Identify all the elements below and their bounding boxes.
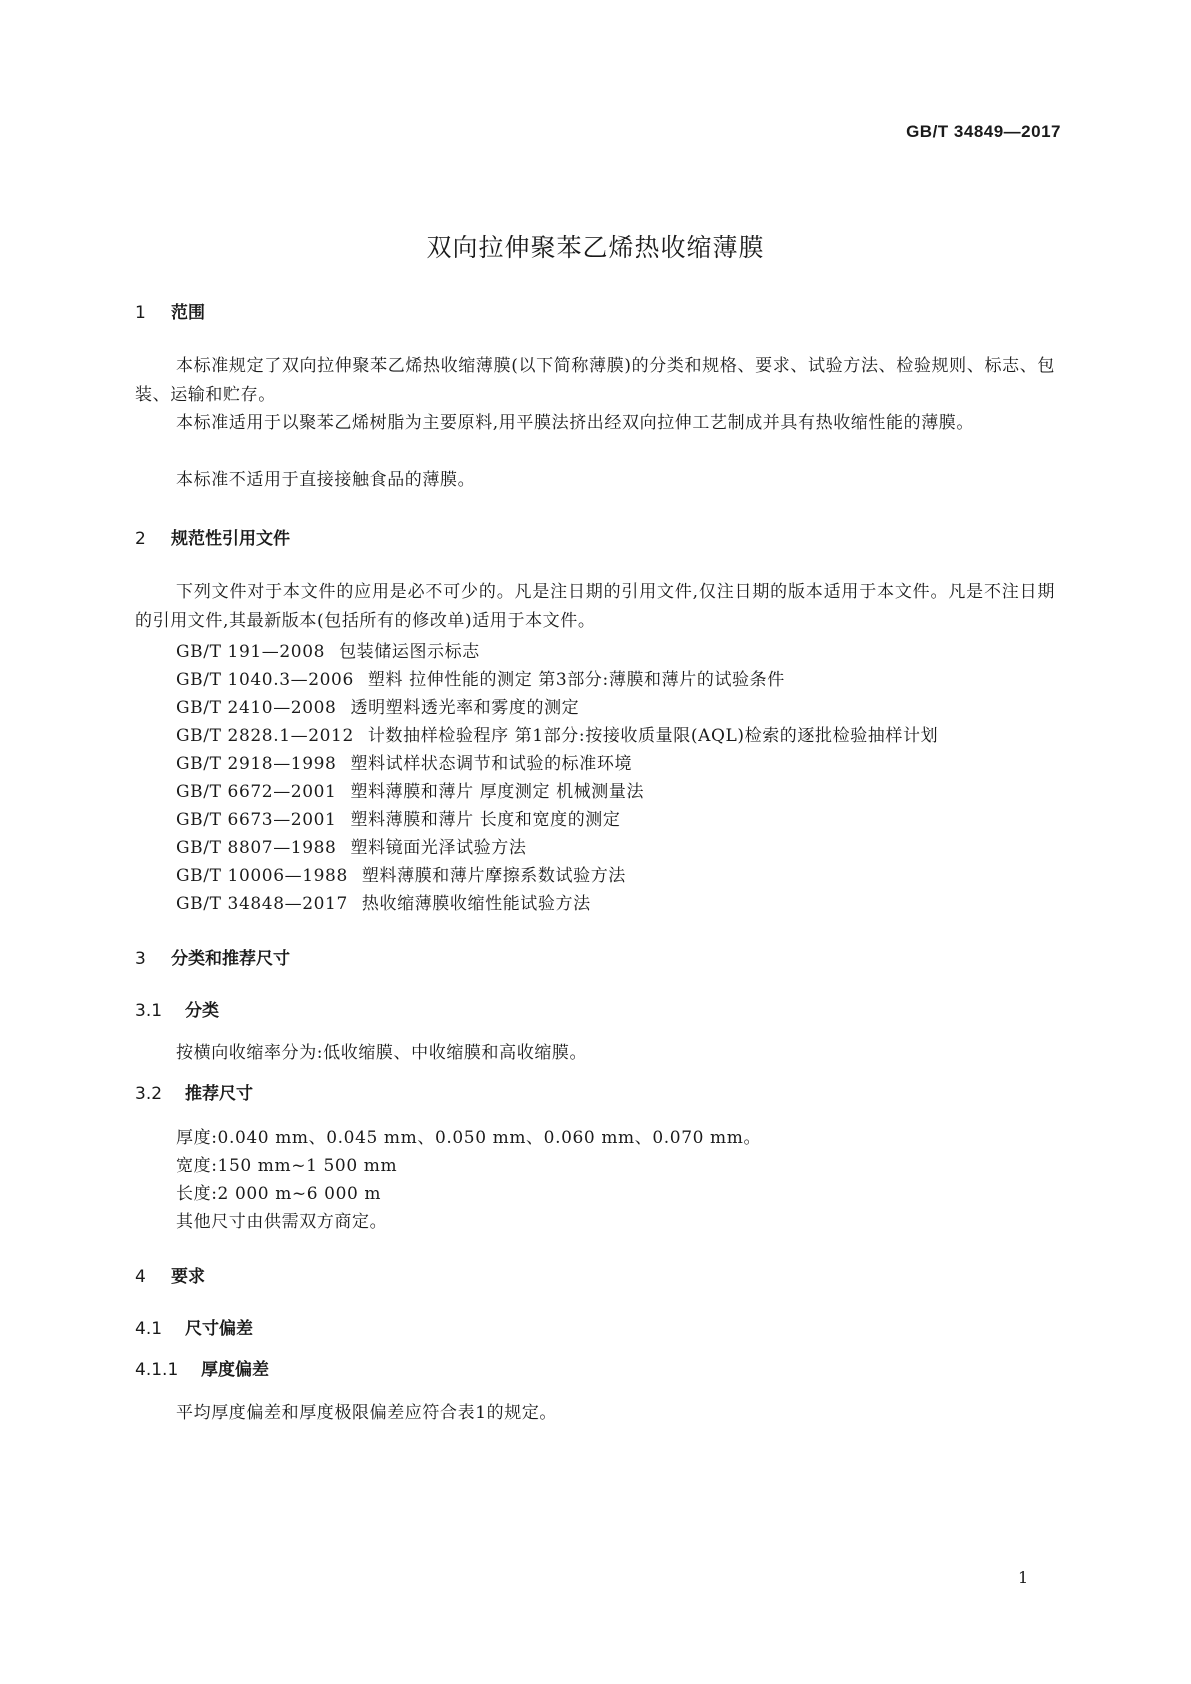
size-line: 长度:2 000 m~6 000 m	[176, 1184, 382, 1204]
paragraph: 本标准不适用于直接接触食品的薄膜。	[176, 470, 476, 490]
reference-item	[176, 833, 526, 858]
reference-code: GB/T 2918—1998	[176, 754, 337, 774]
section-title: 分类	[185, 1001, 219, 1021]
section-title: 规范性引用文件	[171, 529, 290, 549]
section-number: 4	[135, 1267, 146, 1287]
section-number: 3	[135, 949, 146, 969]
section-number: 1	[135, 303, 146, 323]
standard-number: GB/T 34849—2017	[906, 122, 1061, 141]
reference-title: 塑料 拉伸性能的测定 第3部分:薄膜和薄片的试验条件	[367, 670, 785, 690]
size-line: 其他尺寸由供需双方商定。	[176, 1212, 388, 1232]
reference-title: 包装储运图示标志	[339, 642, 480, 662]
reference-title: 塑料薄膜和薄片 长度和宽度的测定	[350, 810, 621, 830]
size-line: 宽度:150 mm~1 500 mm	[176, 1156, 398, 1176]
reference-code: GB/T 34848—2017	[176, 894, 348, 914]
section-title: 范围	[171, 303, 205, 323]
section-3-2-heading	[135, 1079, 253, 1104]
section-4-1-1-heading	[135, 1355, 269, 1380]
reference-item	[176, 777, 644, 802]
reference-code: GB/T 2410—2008	[176, 698, 337, 718]
reference-item	[176, 693, 579, 718]
reference-title: 塑料薄膜和薄片 厚度测定 机械测量法	[350, 782, 645, 802]
reference-item	[176, 805, 621, 830]
section-number: 2	[135, 529, 146, 549]
reference-item	[176, 721, 938, 746]
section-title: 厚度偏差	[201, 1360, 269, 1380]
reference-item	[176, 861, 626, 886]
section-3-heading	[135, 944, 290, 969]
section-4-heading	[135, 1262, 205, 1287]
reference-title: 热收缩薄膜收缩性能试验方法	[361, 894, 591, 914]
paragraph: 本标准适用于以聚苯乙烯树脂为主要原料,用平膜法挤出经双向拉伸工艺制成并具有热收缩性能的薄膜。	[176, 413, 975, 433]
reference-item	[176, 889, 591, 914]
paragraph: 本标准规定了双向拉伸聚苯乙烯热收缩薄膜(以下简称薄膜)的分类和规格、要求、试验方法、检验规则、标志、包装、运输和贮存。	[135, 356, 1055, 405]
reference-title: 塑料试样状态调节和试验的标准环境	[350, 754, 633, 774]
section-number: 3.1	[135, 1001, 163, 1021]
reference-code: GB/T 191—2008	[176, 642, 326, 662]
reference-code: GB/T 6672—2001	[176, 782, 337, 802]
paragraph: 下列文件对于本文件的应用是必不可少的。凡是注日期的引用文件,仅注日期的版本适用于本文件。凡是不注日期的引用文件,其最新版本(包括所有的修改单)适用于本文件。	[135, 582, 1055, 631]
reference-code: GB/T 6673—2001	[176, 810, 337, 830]
reference-title: 计数抽样检验程序 第1部分:按接收质量限(AQL)检索的逐批检验抽样计划	[367, 726, 939, 746]
section-2-heading	[135, 524, 290, 549]
section-1-heading	[135, 298, 205, 323]
reference-title: 塑料薄膜和薄片摩擦系数试验方法	[361, 866, 626, 886]
paragraph: 平均厚度偏差和厚度极限偏差应符合表1的规定。	[176, 1403, 558, 1423]
reference-title: 透明塑料透光率和雾度的测定	[350, 698, 580, 718]
section-title: 要求	[171, 1267, 205, 1287]
document-title: 双向拉伸聚苯乙烯热收缩薄膜	[426, 233, 765, 262]
reference-item	[176, 637, 480, 662]
paragraph: 按横向收缩率分为:低收缩膜、中收缩膜和高收缩膜。	[176, 1043, 588, 1063]
reference-item	[176, 665, 785, 690]
reference-code: GB/T 1040.3—2006	[176, 670, 354, 690]
section-title: 推荐尺寸	[185, 1084, 253, 1104]
section-4-1-heading	[135, 1314, 253, 1339]
reference-code: GB/T 2828.1—2012	[176, 726, 354, 746]
section-number: 4.1.1	[135, 1360, 179, 1380]
size-line: 厚度:0.040 mm、0.045 mm、0.050 mm、0.060 mm、0.070 mm。	[176, 1128, 762, 1148]
reference-item	[176, 749, 632, 774]
page-number: 1	[1018, 1568, 1029, 1587]
section-title: 尺寸偏差	[185, 1319, 253, 1339]
reference-code: GB/T 10006—1988	[176, 866, 348, 886]
section-number: 3.2	[135, 1084, 163, 1104]
section-3-1-heading	[135, 996, 219, 1021]
reference-title: 塑料镜面光泽试验方法	[350, 838, 527, 858]
reference-code: GB/T 8807—1988	[176, 838, 337, 858]
section-title: 分类和推荐尺寸	[171, 949, 290, 969]
section-number: 4.1	[135, 1319, 163, 1339]
